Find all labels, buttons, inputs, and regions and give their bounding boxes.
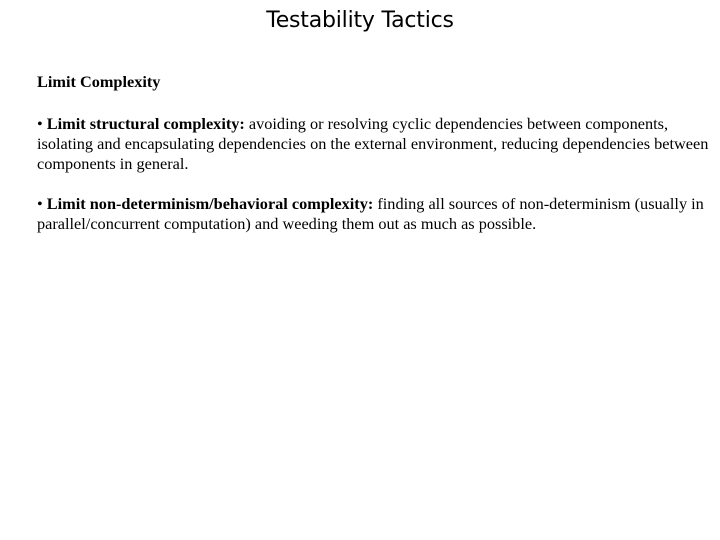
slide-content <box>37 72 713 254</box>
bullet-text: avoiding or resolving cyclic dependencies between components, isolating and encapsulating dependencies on the external environment, reducing dependencies between components in general. <box>37 114 709 173</box>
bullet-marker: • <box>37 194 43 213</box>
bullet-lead: Limit structural complexity: <box>46 114 245 133</box>
bullet-structural-complexity <box>37 114 713 174</box>
bullet-marker: • <box>37 114 43 133</box>
bullet-behavioral-complexity <box>37 194 713 234</box>
slide-title: Testability Tactics <box>266 8 454 33</box>
section-heading: Limit Complexity <box>37 72 161 91</box>
bullet-text: finding all sources of non-determinism (usually in parallel/concurrent computation) and weeding them out as much as possible. <box>37 194 704 233</box>
bullet-lead: Limit non-determinism/behavioral complexity: <box>46 194 374 213</box>
